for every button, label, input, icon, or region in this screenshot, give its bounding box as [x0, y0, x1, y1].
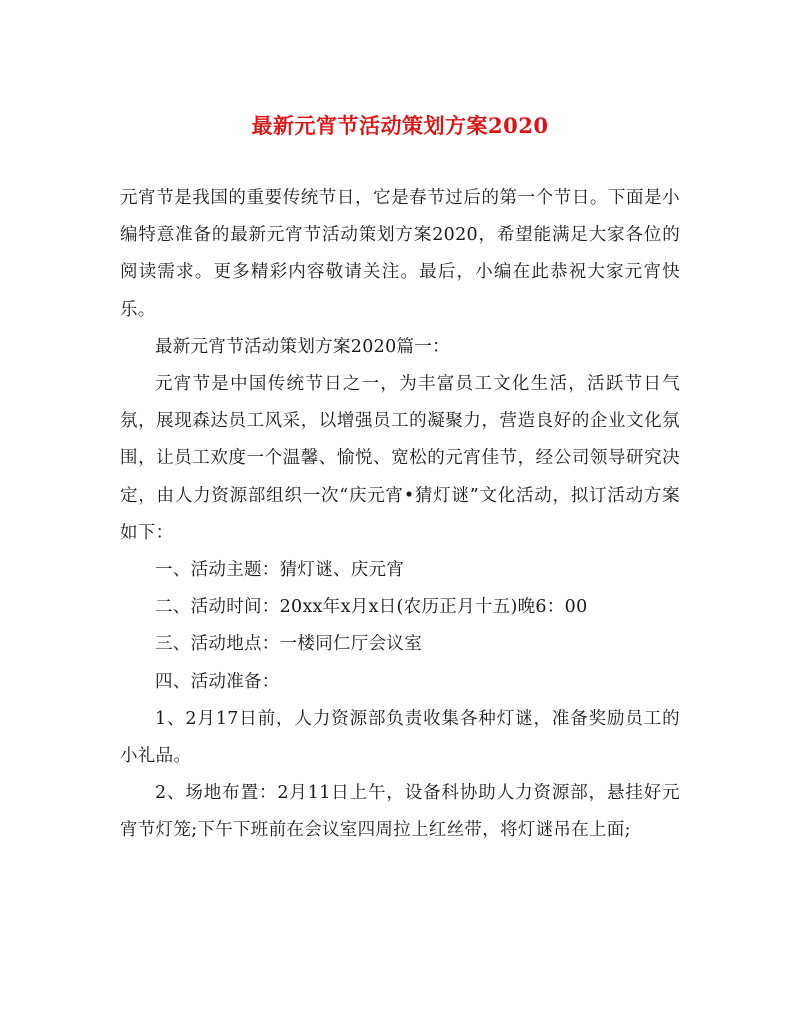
prep-item-2: 2、场地布置：2月11日上午，设备科协助人力资源部，悬挂好元宵节灯笼;下午下班前在会议室四周拉上红丝带，将灯谜吊在上面;	[120, 783, 680, 841]
prep-item-1: 1、2月17日前，人力资源部负责收集各种灯谜，准备奖励员工的小礼品。	[120, 708, 680, 767]
list-item-preparation: 四、活动准备：	[155, 671, 280, 692]
intro-paragraph: 元宵节是我国的重要传统节日，它是春节过后的第一个节日。下面是小编特意准备的最新元宵节活动策划方案2020，希望能满足大家各位的阅读需求。更多精彩内容敬请关注。最后，小编在此恭祝大家元宵快乐。	[120, 188, 680, 320]
document-title: 最新元宵节活动策划方案2020	[251, 113, 549, 138]
list-item-location: 三、活动地点：一楼同仁厅会议室	[155, 634, 422, 655]
document-body	[120, 180, 680, 850]
list-item-theme: 一、活动主题：猜灯谜、庆元宵	[155, 560, 405, 581]
body-paragraph: 元宵节是中国传统节日之一，为丰富员工文化生活，活跃节日气氛，展现森达员工风采，以增强员工的凝聚力，营造良好的企业文化氛围，让员工欢度一个温馨、愉悦、宽松的元宵佳节，经公司领导研究决定，由人力资源部组织一次“庆元宵•猜灯谜”文化活动，拟订活动方案如下：	[120, 374, 680, 543]
list-item-time: 二、活动时间：20xx年x月x日(农历正月十五)晚6：00	[155, 597, 588, 618]
section-heading: 最新元宵节活动策划方案2020篇一：	[155, 336, 450, 357]
